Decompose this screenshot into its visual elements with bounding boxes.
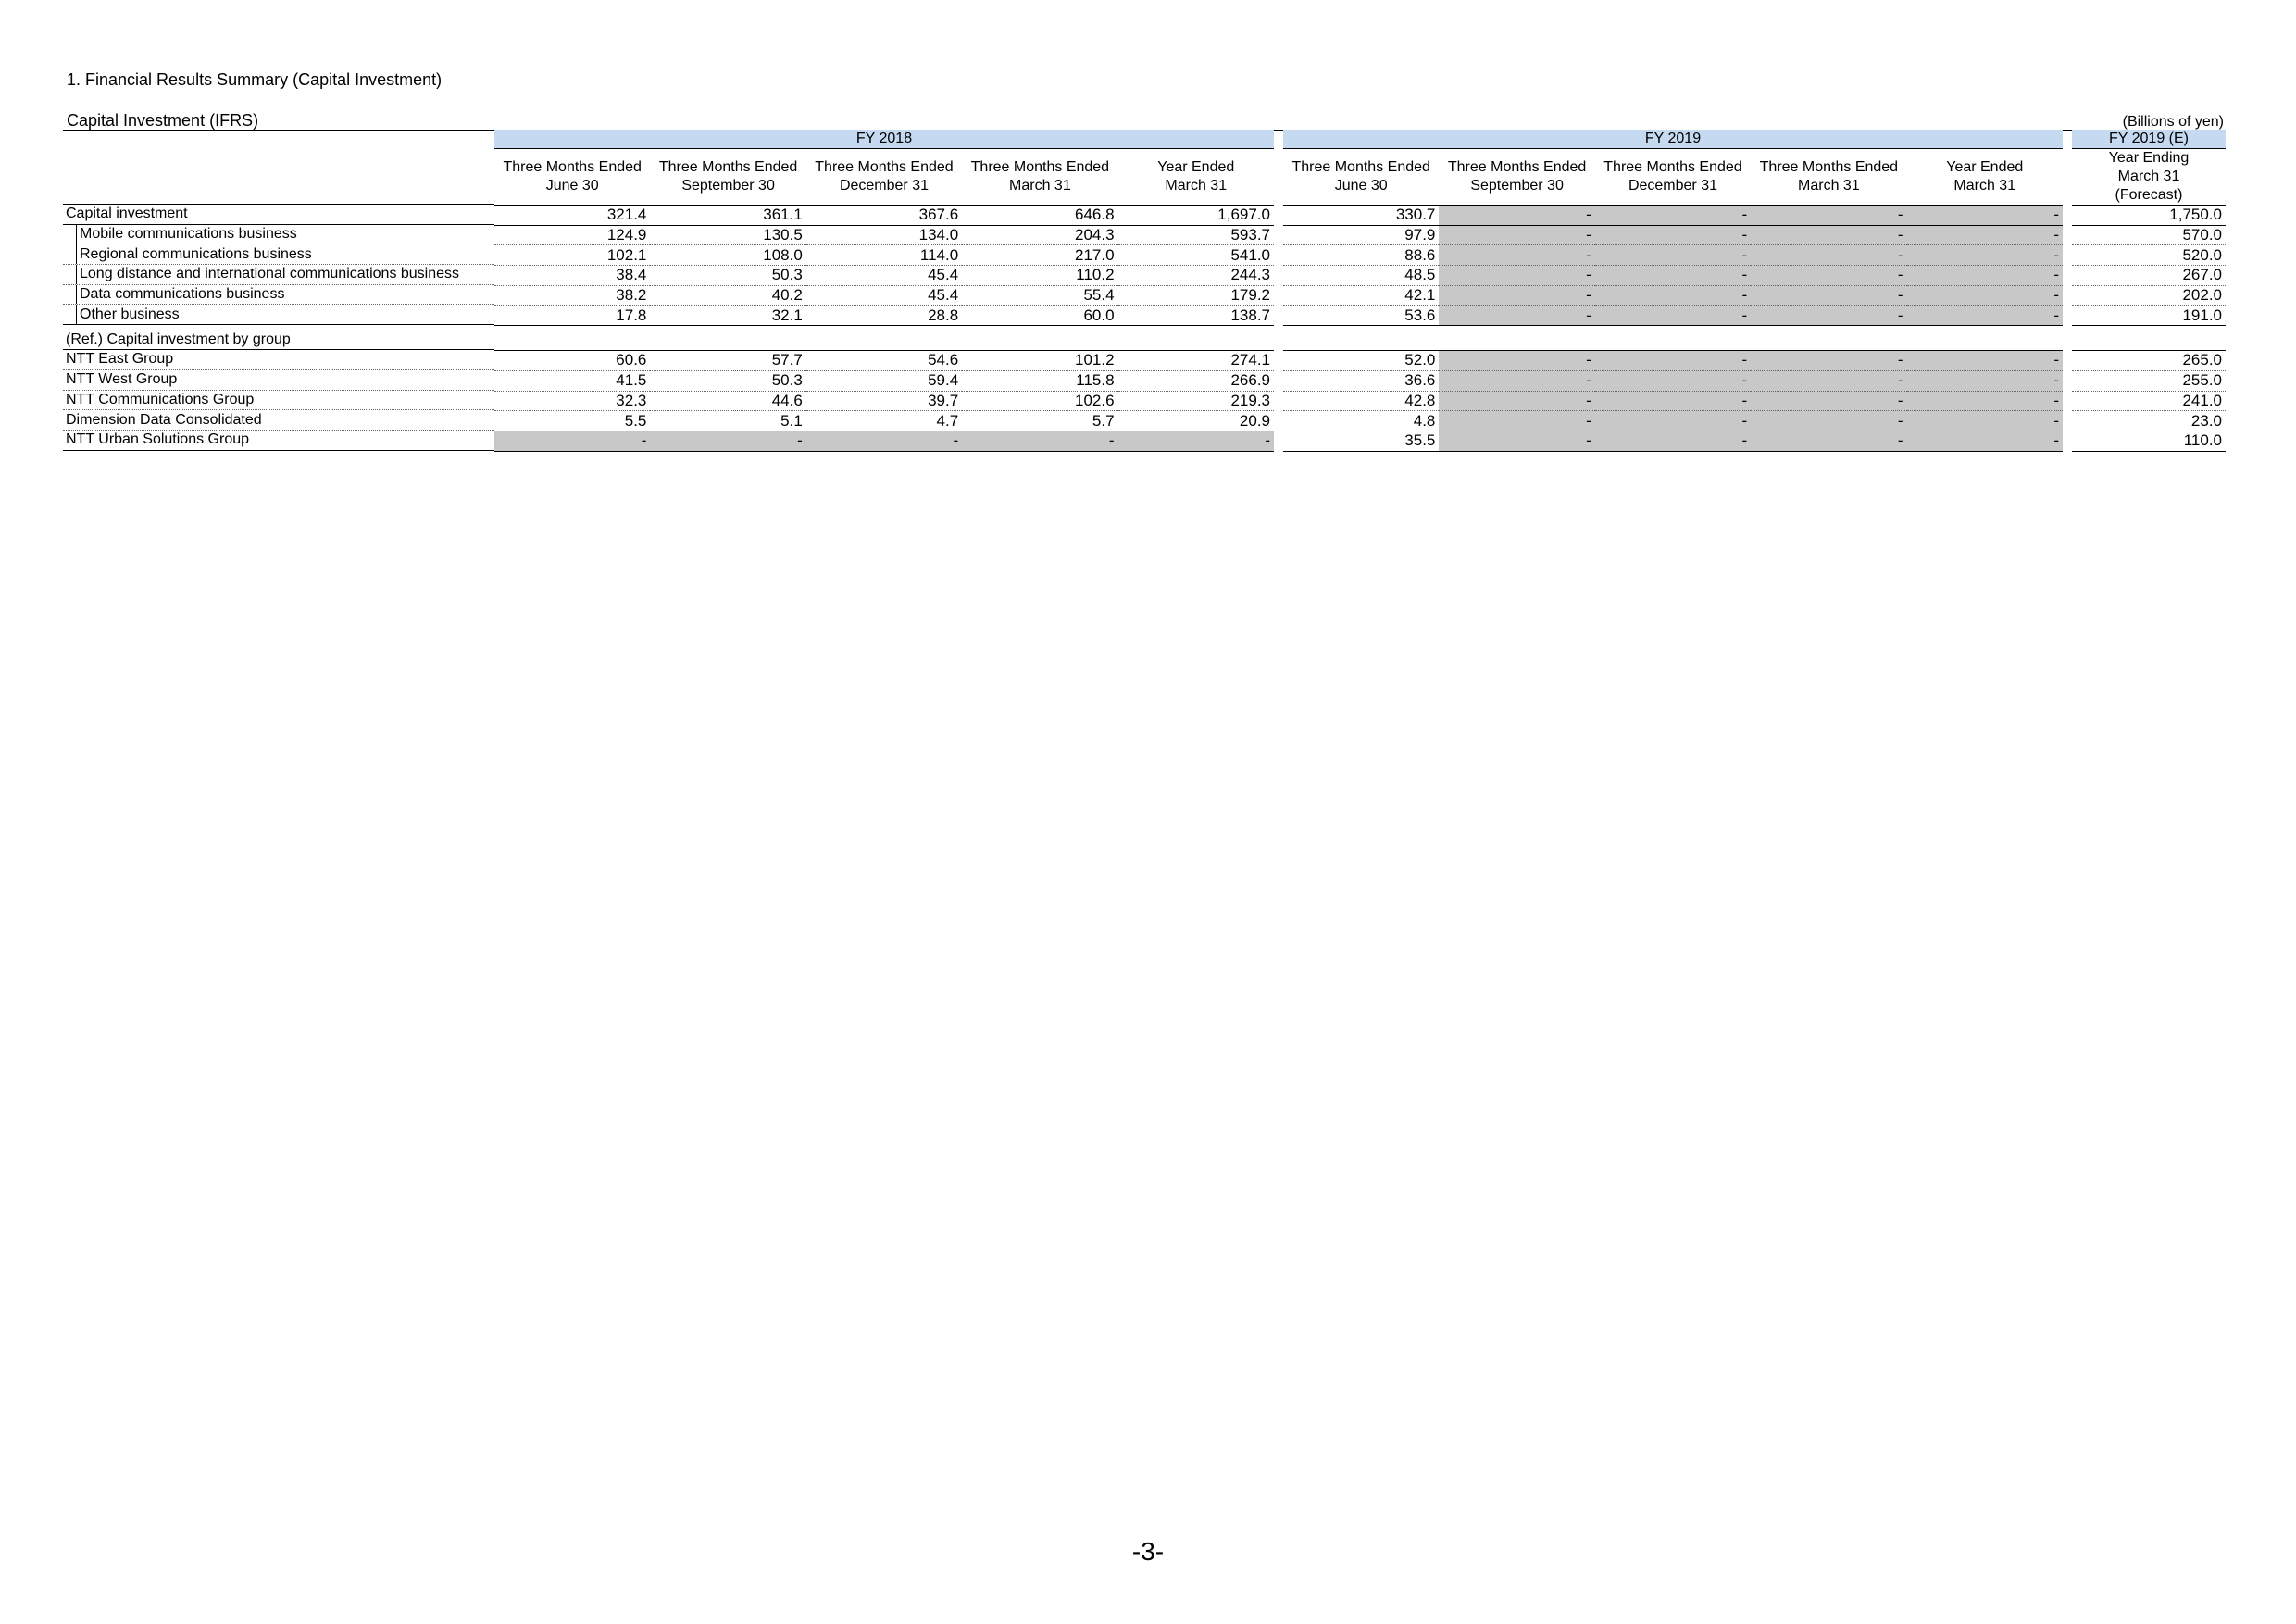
- table-row: [1283, 391, 2063, 411]
- table-cell: 124.9: [494, 225, 650, 245]
- table-row: [1283, 266, 2063, 286]
- table-cell: 42.1: [1283, 285, 1439, 306]
- table-cell: 520.0: [2072, 245, 2226, 266]
- table-cell: 179.2: [1118, 285, 1274, 306]
- label-header-spacer: [63, 130, 494, 204]
- table-row: [2072, 285, 2226, 306]
- table-row: [2072, 370, 2226, 391]
- table-row: [63, 430, 494, 450]
- table-cell: 5.5: [494, 411, 650, 431]
- table-cell: NTT Urban Solutions Group: [63, 430, 494, 450]
- table-cell: 41.5: [494, 370, 650, 391]
- table-cell: 241.0: [2072, 391, 2226, 411]
- table-cell: -: [1907, 285, 2063, 306]
- table-row: [494, 206, 1274, 226]
- table-cell: 267.0: [2072, 266, 2226, 286]
- column-header: Three Months Ended March 31: [1759, 159, 1899, 194]
- table-cell: 202.0: [2072, 285, 2226, 306]
- table-cell: Data communications business: [63, 284, 494, 305]
- table-cell: 32.3: [494, 391, 650, 411]
- table-cell: 50.3: [650, 370, 805, 391]
- forecast-column-headers: [2072, 149, 2226, 205]
- table-cell: -: [1439, 206, 1594, 226]
- table-row: [2072, 391, 2226, 411]
- table-cell: -: [1595, 391, 1751, 411]
- table-cell: -: [1595, 411, 1751, 431]
- table-row: [1283, 351, 2063, 371]
- table-cell: -: [1439, 245, 1594, 266]
- section-title: 1. Financial Results Summary (Capital Investment): [67, 70, 443, 89]
- table-cell: -: [1595, 431, 1751, 451]
- table-cell: 4.7: [806, 411, 962, 431]
- table-cell: -: [1907, 225, 2063, 245]
- column-header: Year Ending March 31 (Forecast): [2108, 150, 2190, 203]
- table-cell: NTT East Group: [63, 350, 494, 370]
- table-cell: 39.7: [806, 391, 962, 411]
- table-cell: -: [1907, 245, 2063, 266]
- table-row: [2072, 266, 2226, 286]
- table-cell: -: [1907, 266, 2063, 286]
- table-cell: -: [1907, 431, 2063, 451]
- table-cell: [494, 326, 1274, 351]
- table-cell: -: [962, 431, 1117, 451]
- table-cell: -: [1907, 391, 2063, 411]
- table-cell: 217.0: [962, 245, 1117, 266]
- table-cell: 5.7: [962, 411, 1117, 431]
- ref-label-row: [63, 325, 494, 350]
- table-cell: 130.5: [650, 225, 805, 245]
- table-cell: -: [1907, 206, 2063, 226]
- table-cell: 570.0: [2072, 225, 2226, 245]
- table-row: [1283, 285, 2063, 306]
- table-cell: NTT West Group: [63, 369, 494, 390]
- table-cell: -: [806, 431, 962, 451]
- column-header: Three Months Ended June 30: [1292, 159, 1430, 194]
- table-cell: -: [1595, 266, 1751, 286]
- table-cell: 101.2: [962, 351, 1117, 371]
- table-row: [63, 284, 494, 305]
- table-cell: 108.0: [650, 245, 805, 266]
- table-cell: 53.6: [1283, 306, 1439, 326]
- table-row: [494, 370, 1274, 391]
- table-cell: 114.0: [806, 245, 962, 266]
- table-cell: -: [1751, 370, 1906, 391]
- column-header: Three Months Ended September 30: [1447, 159, 1587, 194]
- table-cell: 255.0: [2072, 370, 2226, 391]
- table-cell: 102.6: [962, 391, 1117, 411]
- table-cell: 36.6: [1283, 370, 1439, 391]
- table-cell: 138.7: [1118, 306, 1274, 326]
- table-cell: 593.7: [1118, 225, 1274, 245]
- table-cell: -: [1439, 351, 1594, 371]
- table-cell: -: [650, 431, 805, 451]
- table-row: [494, 351, 1274, 371]
- table-cell: -: [1751, 266, 1906, 286]
- table-cell: 330.7: [1283, 206, 1439, 226]
- table-cell: 97.9: [1283, 225, 1439, 245]
- table-cell: -: [1595, 206, 1751, 226]
- table-cell: 38.2: [494, 285, 650, 306]
- table-cell: -: [1439, 306, 1594, 326]
- table-row: [63, 224, 494, 244]
- table-cell: 60.0: [962, 306, 1117, 326]
- fy2018-header: FY 2018: [494, 130, 1274, 149]
- table-row: [2072, 431, 2226, 451]
- table-cell: -: [1439, 391, 1594, 411]
- table-row: [63, 205, 494, 225]
- table-row: [494, 306, 1274, 326]
- table-cell: -: [1751, 351, 1906, 371]
- table-row: [2072, 225, 2226, 245]
- table-cell: Mobile communications business: [63, 224, 494, 244]
- table-cell: 102.1: [494, 245, 650, 266]
- table-cell: 35.5: [1283, 431, 1439, 451]
- table-row: [2072, 351, 2226, 371]
- table-cell: -: [1751, 225, 1906, 245]
- table-cell: Other business: [63, 305, 494, 325]
- table-cell: 541.0: [1118, 245, 1274, 266]
- table-cell: 115.8: [962, 370, 1117, 391]
- table-cell: 110.2: [962, 266, 1117, 286]
- table-row: [494, 411, 1274, 431]
- table-cell: 191.0: [2072, 306, 2226, 326]
- table-cell: 265.0: [2072, 351, 2226, 371]
- table-cell: 38.4: [494, 266, 650, 286]
- table-cell: 45.4: [806, 266, 962, 286]
- fy2018-block: [494, 130, 1274, 452]
- table-cell: 45.4: [806, 285, 962, 306]
- table-cell: -: [1439, 431, 1594, 451]
- table-cell: -: [1595, 306, 1751, 326]
- table-cell: -: [1907, 306, 2063, 326]
- table-cell: 4.8: [1283, 411, 1439, 431]
- table-cell: -: [1118, 431, 1274, 451]
- table-cell: 5.1: [650, 411, 805, 431]
- table-row: [63, 350, 494, 370]
- table-cell: 1,697.0: [1118, 206, 1274, 226]
- table-cell: -: [1439, 225, 1594, 245]
- column-header: Three Months Ended December 31: [815, 159, 954, 194]
- table-cell: 59.4: [806, 370, 962, 391]
- table-cell: 204.3: [962, 225, 1117, 245]
- table-cell: 20.9: [1118, 411, 1274, 431]
- table-cell: -: [494, 431, 650, 451]
- table-cell: 88.6: [1283, 245, 1439, 266]
- table-row: [1283, 370, 2063, 391]
- table-cell: -: [1751, 306, 1906, 326]
- forecast-header: FY 2019 (E): [2072, 130, 2226, 149]
- table-title: Capital Investment (IFRS): [67, 111, 259, 130]
- table-cell: -: [1595, 225, 1751, 245]
- fy2018-table: [494, 205, 1274, 452]
- table-cell: 28.8: [806, 306, 962, 326]
- table-cell: -: [1751, 411, 1906, 431]
- table-cell: 60.6: [494, 351, 650, 371]
- table-cell: 57.7: [650, 351, 805, 371]
- column-header: Three Months Ended September 30: [658, 159, 798, 194]
- column-header: Year Ended March 31: [1157, 159, 1235, 194]
- table-row: [494, 225, 1274, 245]
- table-cell: -: [1595, 370, 1751, 391]
- table-cell: -: [1751, 285, 1906, 306]
- table-cell: Dimension Data Consolidated: [63, 410, 494, 431]
- table-cell: 32.1: [650, 306, 805, 326]
- label-column: [63, 130, 494, 451]
- table-cell: -: [1751, 431, 1906, 451]
- table-row: [1283, 306, 2063, 326]
- column-header: Year Ended March 31: [1946, 159, 2024, 194]
- table-cell: -: [1751, 206, 1906, 226]
- table-cell: 1,750.0: [2072, 206, 2226, 226]
- table-cell: -: [1907, 351, 2063, 371]
- table-cell: [1283, 326, 2063, 351]
- fy2019-header: FY 2019: [1283, 130, 2063, 149]
- table-cell: 266.9: [1118, 370, 1274, 391]
- table-row: [1283, 225, 2063, 245]
- units-note: (Billions of yen): [2122, 114, 2224, 130]
- table-row: [2072, 245, 2226, 266]
- table-cell: -: [1439, 285, 1594, 306]
- forecast-table: [2072, 205, 2226, 452]
- fy2019-column-headers: [1283, 149, 2063, 205]
- table-cell: -: [1751, 391, 1906, 411]
- table-cell: (Ref.) Capital investment by group: [66, 331, 291, 348]
- table-cell: 274.1: [1118, 351, 1274, 371]
- table-cell: [2072, 326, 2226, 351]
- table-row: [1283, 206, 2063, 226]
- table-cell: Regional communications business: [63, 244, 494, 265]
- table-cell: 17.8: [494, 306, 650, 326]
- table-row: [63, 244, 494, 265]
- table-cell: 54.6: [806, 351, 962, 371]
- table-row: [63, 369, 494, 390]
- table-cell: 40.2: [650, 285, 805, 306]
- label-table: [63, 204, 494, 451]
- table-cell: 219.3: [1118, 391, 1274, 411]
- table-cell: -: [1595, 285, 1751, 306]
- fy2019-block: [1283, 130, 2063, 452]
- table-cell: -: [1907, 370, 2063, 391]
- table-row: [63, 265, 494, 285]
- column-header: Three Months Ended June 30: [503, 159, 642, 194]
- table-cell: 44.6: [650, 391, 805, 411]
- table-cell: 42.8: [1283, 391, 1439, 411]
- table-cell: 646.8: [962, 206, 1117, 226]
- table-cell: 134.0: [806, 225, 962, 245]
- table-cell: -: [1907, 411, 2063, 431]
- table-cell: -: [1595, 245, 1751, 266]
- table-cell: -: [1751, 245, 1906, 266]
- fy2018-column-headers: [494, 149, 1274, 205]
- table-row: [494, 266, 1274, 286]
- table-cell: -: [1439, 411, 1594, 431]
- table-cell: -: [1439, 370, 1594, 391]
- forecast-block: [2072, 130, 2226, 452]
- table-cell: 110.0: [2072, 431, 2226, 451]
- table-cell: 244.3: [1118, 266, 1274, 286]
- table-cell: 50.3: [650, 266, 805, 286]
- table-row: [1283, 431, 2063, 451]
- table-row: [2072, 206, 2226, 226]
- table-row: [494, 391, 1274, 411]
- table-cell: Long distance and international communications business: [63, 265, 494, 285]
- table-row: [2072, 306, 2226, 326]
- fy2019-table: [1283, 205, 2063, 452]
- table-row: [63, 305, 494, 325]
- table-row: [63, 390, 494, 410]
- table-cell: -: [1595, 351, 1751, 371]
- table-cell: 23.0: [2072, 411, 2226, 431]
- table-cell: -: [1439, 266, 1594, 286]
- table-row: [1283, 411, 2063, 431]
- table-cell: NTT Communications Group: [63, 390, 494, 410]
- table-row: [494, 431, 1274, 451]
- table-cell: 361.1: [650, 206, 805, 226]
- page-number: -3-: [1131, 1537, 1165, 1566]
- table-row: [2072, 411, 2226, 431]
- table-row: [63, 410, 494, 431]
- table-row: [494, 285, 1274, 306]
- table-cell: 48.5: [1283, 266, 1439, 286]
- table-cell: 55.4: [962, 285, 1117, 306]
- table-cell: Capital investment: [63, 205, 494, 225]
- table-cell: 367.6: [806, 206, 962, 226]
- table-row: [494, 245, 1274, 266]
- table-cell: 321.4: [494, 206, 650, 226]
- column-header: Three Months Ended March 31: [970, 159, 1110, 194]
- table-row: [1283, 245, 2063, 266]
- table-cell: 52.0: [1283, 351, 1439, 371]
- column-header: Three Months Ended December 31: [1603, 159, 1742, 194]
